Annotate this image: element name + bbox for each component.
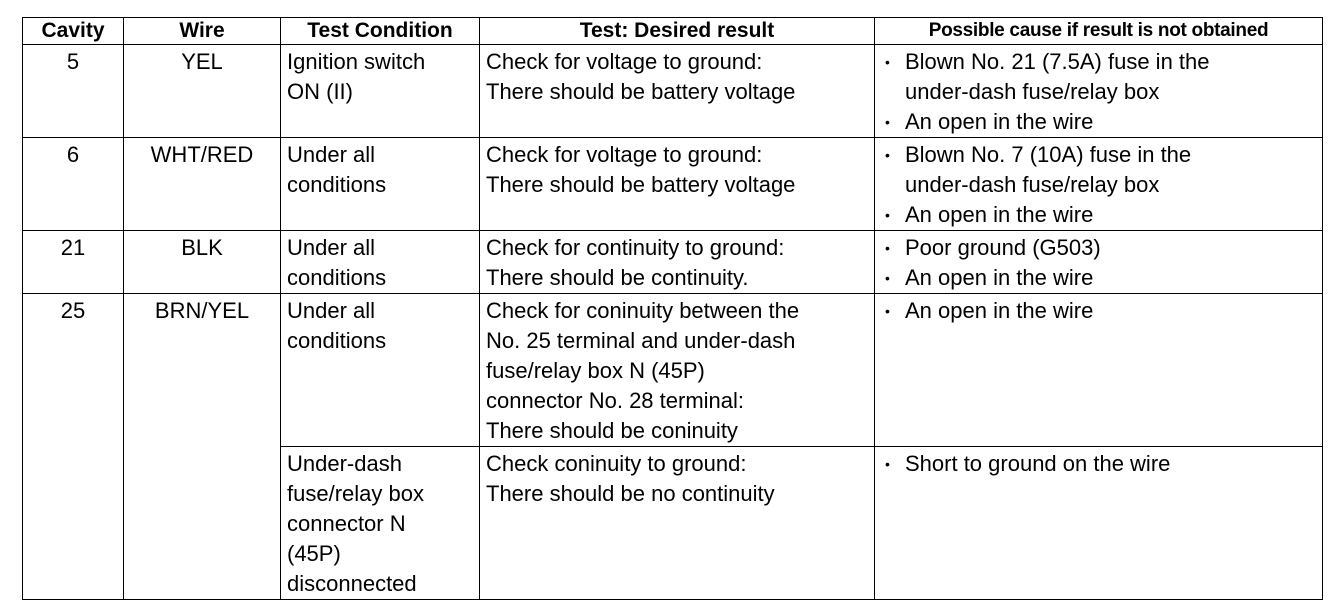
cause-line: Poor ground (G503) — [905, 235, 1101, 260]
header-wire: Wire — [124, 18, 281, 45]
result-cell — [480, 294, 875, 447]
condition-line: conditions — [287, 265, 387, 290]
result-line: fuse/relay box N (45P) — [486, 358, 705, 383]
cause-line: An open in the wire — [905, 265, 1094, 290]
result-line: There should be no continuity — [486, 481, 775, 506]
condition-line: fuse/relay box — [287, 481, 424, 506]
cause-line: An open in the wire — [905, 109, 1094, 134]
cavity-cell — [23, 294, 124, 600]
condition-line: (45P) — [287, 541, 341, 566]
condition-line: Under all — [287, 142, 376, 167]
wire-cell — [124, 45, 281, 138]
condition-line: Under-dash — [287, 451, 402, 476]
cause-cell — [875, 231, 1323, 294]
result-line: Check for continuity to ground: — [486, 235, 785, 260]
result-line: There should be coninuity — [486, 418, 738, 443]
bullet-icon: • — [885, 456, 890, 472]
table-row — [23, 231, 1323, 294]
cause-line: An open in the wire — [905, 202, 1094, 227]
result-line: Check for voltage to ground: — [486, 142, 763, 167]
bullet-icon: • — [885, 207, 890, 223]
cause-line: Blown No. 21 (7.5A) fuse in the — [905, 49, 1210, 74]
condition-cell — [281, 138, 480, 231]
condition-line: disconnected — [287, 571, 417, 596]
result-cell — [480, 45, 875, 138]
wire-value: YEL — [181, 49, 223, 74]
result-line: No. 25 terminal and under-dash — [486, 328, 796, 353]
bullet-icon: • — [885, 303, 890, 319]
cause-item — [885, 47, 1318, 107]
cause-line: Short to ground on the wire — [905, 451, 1171, 476]
cause-item — [885, 200, 1318, 230]
bullet-icon: • — [885, 240, 890, 256]
header-test-condition: Test Condition — [281, 18, 480, 45]
condition-line: connector N — [287, 511, 406, 536]
header-desired-result: Test: Desired result — [480, 18, 875, 45]
result-cell — [480, 231, 875, 294]
wire-cell — [124, 231, 281, 294]
condition-cell — [281, 294, 480, 447]
table-row — [23, 138, 1323, 231]
cause-line: under-dash fuse/relay box — [905, 172, 1160, 197]
cause-item — [885, 296, 1318, 326]
condition-line: Ignition switch — [287, 49, 426, 74]
cause-line: An open in the wire — [905, 298, 1094, 323]
condition-cell — [281, 231, 480, 294]
cavity-cell — [23, 45, 124, 138]
wire-value: BRN/YEL — [154, 298, 250, 323]
condition-line: conditions — [287, 172, 387, 197]
cause-cell — [875, 447, 1323, 600]
wire-cell — [124, 294, 281, 600]
table-row — [23, 45, 1323, 138]
diagnostic-table-container — [22, 17, 1323, 600]
cause-item — [885, 140, 1318, 200]
condition-line: conditions — [287, 328, 387, 353]
cause-item — [885, 233, 1318, 263]
result-cell — [480, 138, 875, 231]
wire-value: WHT/RED — [150, 142, 254, 167]
cause-cell — [875, 45, 1323, 138]
result-line: Check for coninuity between the — [486, 298, 800, 323]
header-possible-cause: Possible cause if result is not obtained — [875, 18, 1323, 45]
cavity-cell — [23, 231, 124, 294]
cause-item — [885, 263, 1318, 293]
result-line: There should be continuity. — [486, 265, 749, 290]
condition-cell — [281, 45, 480, 138]
result-line: connector No. 28 terminal: — [486, 388, 745, 413]
cavity-value: 25 — [60, 298, 86, 323]
bullet-icon: • — [885, 270, 890, 286]
result-line: Check coninuity to ground: — [486, 451, 747, 476]
cavity-cell — [23, 138, 124, 231]
cavity-value: 21 — [60, 235, 86, 260]
wire-value: BLK — [181, 235, 223, 260]
cause-item — [885, 107, 1318, 137]
result-line: Check for voltage to ground: — [486, 49, 763, 74]
condition-line: Under all — [287, 235, 376, 260]
result-line: There should be battery voltage — [486, 172, 796, 197]
condition-line: ON (II) — [287, 79, 353, 104]
cavity-value: 5 — [66, 49, 80, 74]
cause-cell — [875, 138, 1323, 231]
header-row — [23, 18, 1323, 45]
bullet-icon: • — [885, 54, 890, 70]
cavity-value: 6 — [66, 142, 80, 167]
cause-cell — [875, 294, 1323, 447]
result-cell — [480, 447, 875, 600]
condition-line: Under all — [287, 298, 376, 323]
header-cavity: Cavity — [23, 18, 124, 45]
diagnostic-table — [22, 17, 1323, 600]
bullet-icon: • — [885, 147, 890, 163]
condition-cell — [281, 447, 480, 600]
bullet-icon: • — [885, 114, 890, 130]
cause-line: under-dash fuse/relay box — [905, 79, 1160, 104]
cause-line: Blown No. 7 (10A) fuse in the — [905, 142, 1192, 167]
cause-item — [885, 449, 1318, 479]
table-row — [23, 294, 1323, 447]
result-line: There should be battery voltage — [486, 79, 796, 104]
wire-cell — [124, 138, 281, 231]
